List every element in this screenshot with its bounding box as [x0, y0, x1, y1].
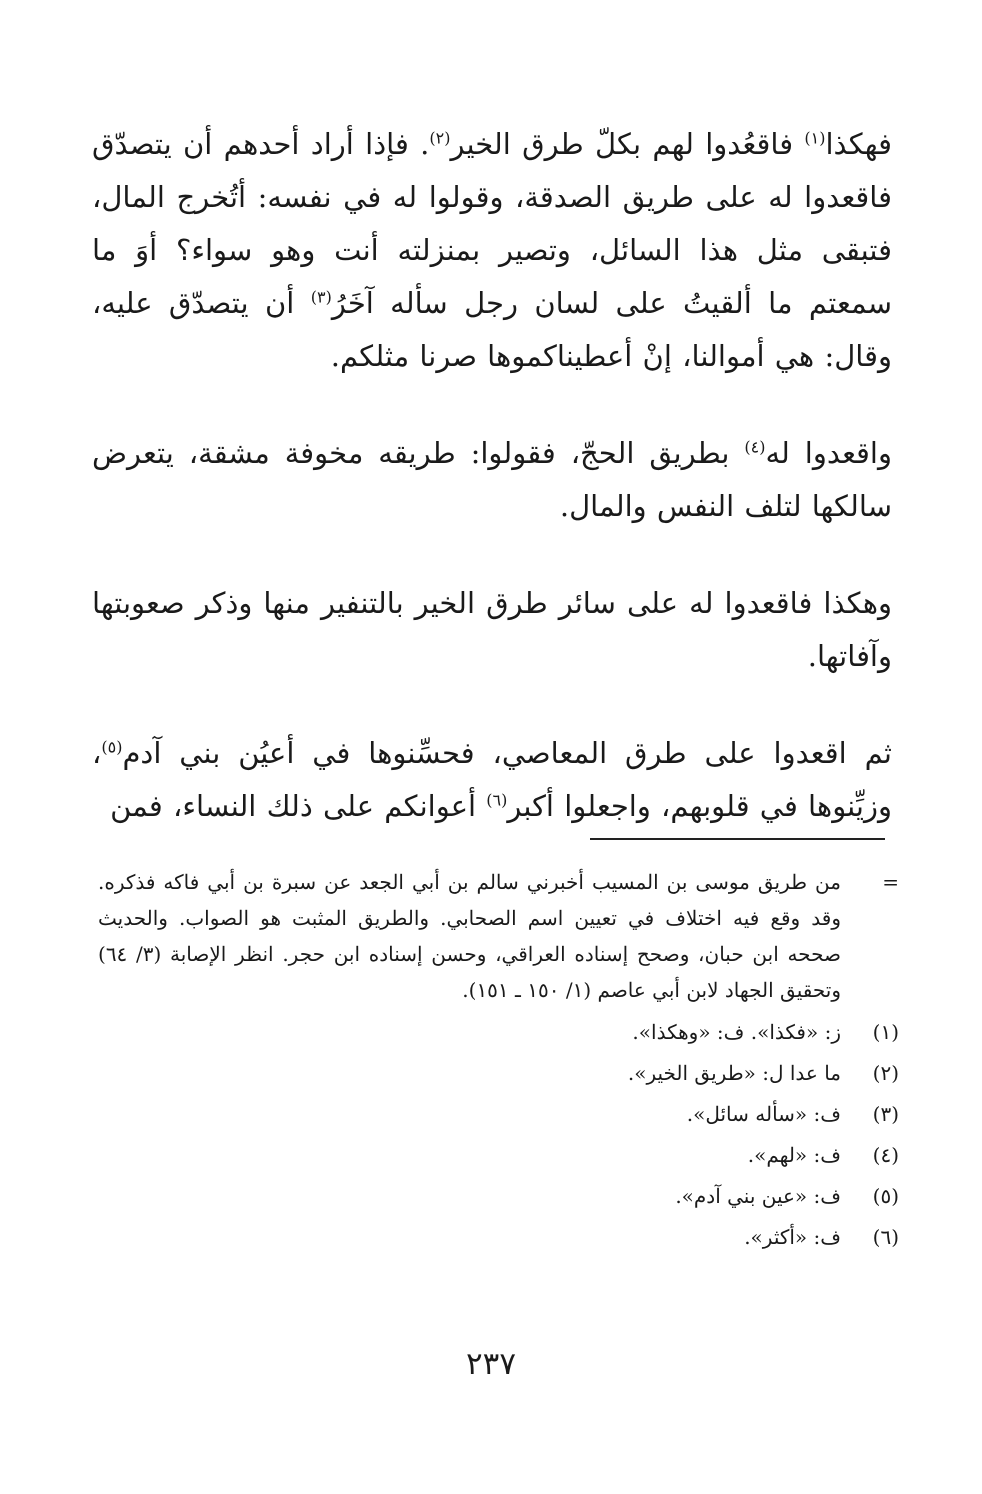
footnote-reference: (٤) [744, 437, 766, 457]
paragraph-text: أن يتصدّق عليه، وقال: هي أموالنا، إنْ أعطيناكموها صرنا مثلكم. [92, 286, 892, 373]
paragraph-text: . فإذا أراد أحدهم أن يتصدّق فاقعدوا له على طريق الصدقة، وقولوا له في نفسه: أتُخرج المال، فتبقى مثل هذا السائل، وتصير بمنزلته أنت وهو سواء؟ أوَ ما سمعتم ما ألقيتُ على لسان رجل سأله آخَرُ [92, 127, 893, 320]
footnote-reference: (٢) [429, 128, 451, 148]
continuation-text: من طريق موسى بن المسيب أخبرني سالم بن أبي الجعد عن سبرة بن أبي فاكه فذكره. وقد وقع فيه اختلاف في تعيين اسم الصحابي. والطريق المثبت هو الصواب. والحديث صححه ابن حبان، وصحح إسناده العراقي، وحسن إسناده ابن حجر. انظر الإصابة (٣/ ٦٤) وتحقيق الجهاد لابن أبي عاصم (١/ ١٥٠ ـ ١٥١). [98, 870, 841, 1002]
paragraph [92, 577, 892, 683]
paragraph-text: أعوانكم على ذلك النساء، فمن [110, 789, 487, 823]
footnote-item [88, 1094, 903, 1135]
footnote-reference: (١) [804, 128, 826, 148]
footnote-text: ف: «عين بني آدم». [675, 1184, 841, 1208]
paragraph-text: فاقعُدوا لهم بكلّ طرق الخير [450, 127, 805, 161]
paragraph-text: ثم اقعدوا على طرق المعاصي، فحسِّنوها في أعيُن بني آدم [122, 736, 892, 770]
paragraph [92, 427, 892, 533]
footnote-text: ز: «فكذا». ف: «وهكذا». [632, 1020, 841, 1044]
paragraph-text: وهكذا فاقعدوا له على سائر طرق الخير بالتنفير منها وذكر صعوبتها وآفاتها. [92, 586, 892, 673]
footnote-continuation [88, 864, 903, 1008]
paragraph [92, 727, 892, 833]
footnote-item [88, 1053, 903, 1094]
footnote-text: ما عدا ل: «طريق الخير». [627, 1061, 841, 1085]
paragraph-text: ، وزيِّنوها في قلوبهم، واجعلوا أكبر [92, 736, 892, 823]
footnote-item [88, 1135, 903, 1176]
footnotes-section [88, 864, 903, 1258]
continuation-marker: = [882, 870, 899, 894]
main-text [92, 118, 892, 877]
footnote-item [88, 1012, 903, 1053]
footnote-number: (٣) [872, 1102, 899, 1126]
footnote-separator [590, 838, 885, 840]
footnote-number: (٢) [872, 1061, 899, 1085]
paragraph-text: بطريق الحجّ، فقولوا: طريقه مخوفة مشقة، يتعرض سالكها لتلف النفس والمال. [92, 436, 892, 523]
footnote-text: ف: «لهم». [747, 1143, 841, 1167]
paragraph-text: واقعدوا له [765, 436, 892, 470]
paragraph [92, 118, 892, 383]
footnote-number: (١) [872, 1020, 899, 1044]
footnote-number: (٤) [872, 1143, 899, 1167]
footnote-number: (٦) [872, 1225, 899, 1249]
footnote-list [88, 1012, 903, 1258]
page-number: ٢٣٧ [466, 1346, 516, 1382]
footnote-text: ف: «سأله سائل». [686, 1102, 841, 1126]
paragraph-text: فهكذا [825, 127, 892, 161]
footnote-text: ف: «أكثر». [744, 1225, 841, 1249]
footnote-item [88, 1176, 903, 1217]
footnote-reference: (٥) [101, 737, 123, 757]
footnote-item [88, 1217, 903, 1258]
footnote-reference: (٦) [486, 790, 508, 810]
footnote-number: (٥) [872, 1184, 899, 1208]
footnote-reference: (٣) [310, 287, 332, 307]
